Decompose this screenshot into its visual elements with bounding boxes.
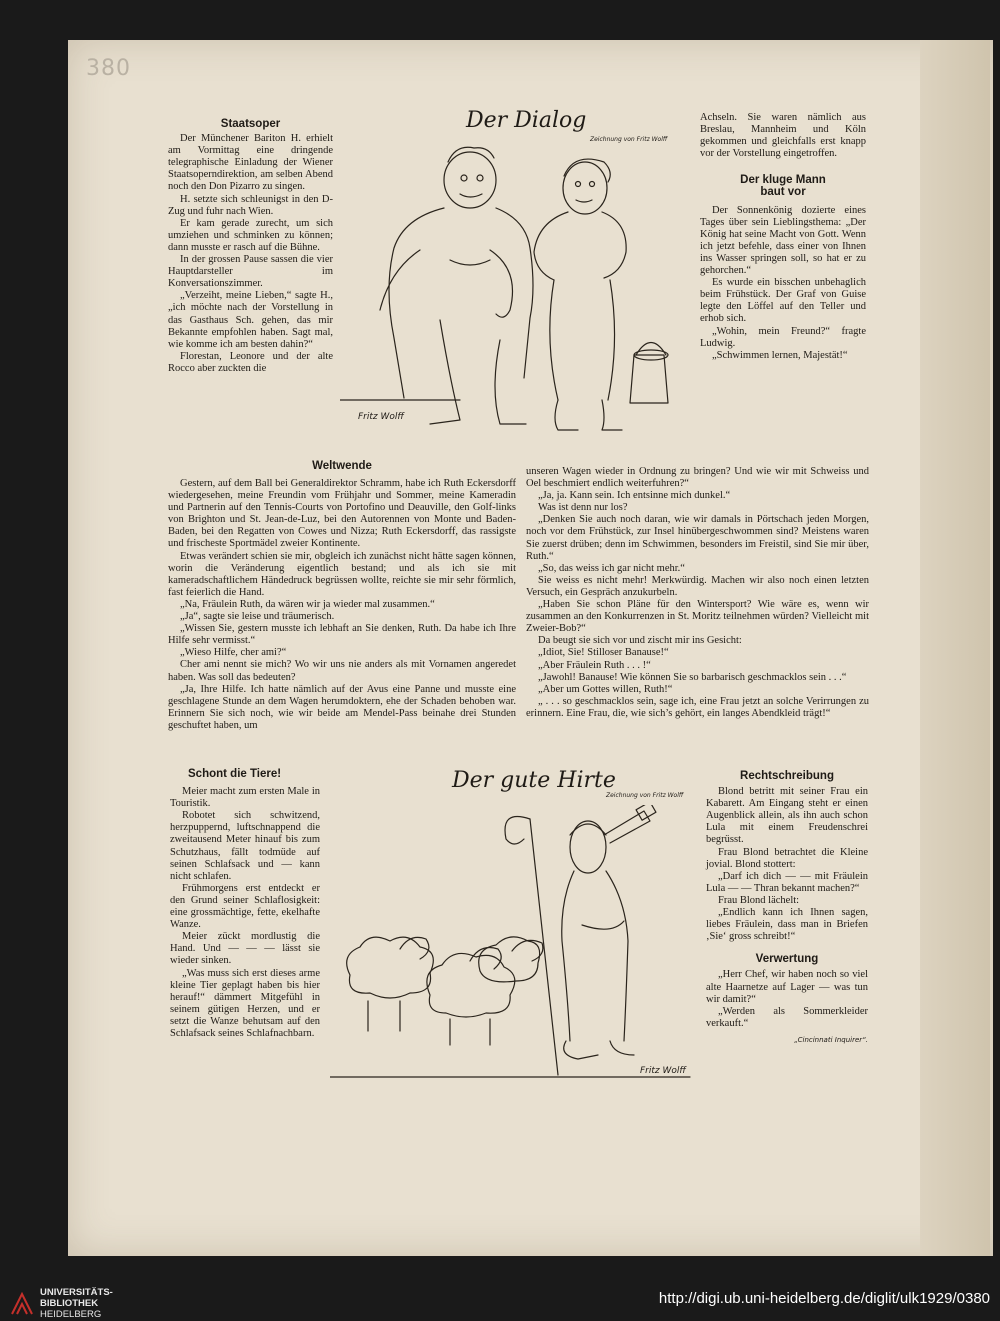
kluge-mann-title-line2: baut vor	[760, 186, 806, 199]
hirte-cartoon-credit: Zeichnung von Fritz Wolff	[606, 792, 684, 799]
weltwende-para: Da beugt sie sich vor und zischt mir ins Gesicht:	[538, 635, 742, 647]
rechtschreibung-para: Frau Blond lächelt:	[718, 894, 800, 906]
library-logo-icon	[10, 1292, 34, 1316]
weltwende-para: „Denken Sie auch noch daran, wie wir damals in Pörtschach jeden Morgen, noch vor dem Frühstück, zur Insel hinübergeschwommen sind? Meistens waren Sie zuerst drüben; denn im Schwimmen, besonders im Freistil, sind Sie mir über, Ruth.“	[526, 514, 869, 562]
verwertung-para: „Herr Chef, wir haben noch so viel alte Haarnetze auf Lager — was tun wir damit?“	[706, 969, 868, 1005]
schont-tiere-para: „Was muss sich erst dieses arme kleine Tier geplagt haben bis hier herauf!“ dämmert Mitgefühl in seinem gütigen Herzen, und er setzt die Wanze behutsam auf den Schlafsack seines Schlafnachbarn.	[170, 967, 320, 1039]
dialog-cartoon-illustration	[340, 140, 690, 450]
weltwende-para: „Idiot, Sie! Stilloser Banause!“	[538, 647, 669, 659]
rechtschreibung-para: „Endlich kann ich Ihnen sagen, liebes Fräulein, dass man in Briefen ‚Sie‘ gross schreibt!“	[706, 907, 868, 943]
schont-tiere-title: Schont die Tiere!	[188, 768, 282, 780]
dialog-cartoon-title: Der Dialog	[466, 108, 587, 133]
weltwende-para: „Aber um Gottes willen, Ruth!“	[538, 683, 673, 695]
verwertung-title: Verwertung	[755, 953, 819, 966]
weltwende-para: „Ja“, sagte sie leise und träumerisch.	[180, 611, 335, 623]
weltwende-para: „Aber Fräulein Ruth . . . !“	[538, 659, 651, 671]
weltwende-para: „Haben Sie schon Pläne für den Wintersport? Wie wäre es, wenn wir zusammen an den Konkurrenzen in St. Moritz teilnehmen würden? Vielleicht mit Zweier-Bob?“	[526, 599, 869, 635]
schont-tiere-para: Meier zückt mordlustig die Hand. Und — — — lässt sie wieder sinken.	[170, 931, 320, 967]
logo-line: BIBLIOTHEK	[40, 1298, 99, 1309]
weltwende-para: „So, das weiss ich gar nicht mehr.“	[538, 562, 685, 574]
weltwende-para: Etwas verändert schien sie mir, obgleich ich zunächst nicht hätte sagen können, worin die Veränderung eigentlich bestand; und als ich sie mit kameradschaftlichem Händedruck begrüssen wollte, reichte sie mir sehr förmlich, fast feierlich die Hand.	[168, 550, 516, 598]
staatsoper-title: Staatsoper	[220, 118, 281, 130]
logo-line: HEIDELBERG	[40, 1309, 102, 1320]
right-top-column	[700, 112, 866, 362]
hirte-cartoon-title: Der gute Hirte	[452, 768, 616, 793]
right-bottom-column	[706, 770, 868, 1046]
weltwende-right-column	[526, 466, 869, 720]
dialog-cartoon-credit: Zeichnung von Fritz Wolff	[590, 136, 668, 143]
hirte-cartoon-illustration	[330, 805, 700, 1085]
weltwende-para: „Ja, Ihre Hilfe. Ich hatte nämlich auf der Avus eine Panne und musste eine geschlagene Stunde an dem Wagen herumdoktern, ehe der Schaden behoben war. Erinnern Sie sich noch, wie wir beide am Mendel-Pass beinahe drei Stunden geschuftet haben, um	[168, 683, 516, 731]
kluge-mann-title-line1: Der kluge Mann	[740, 174, 826, 187]
staatsoper-column	[168, 118, 333, 375]
hirte-cartoon-signature: Fritz Wolff	[640, 1066, 686, 1076]
weltwende-para: „Wieso Hilfe, cher ami?“	[180, 647, 287, 659]
kluge-mann-para: Der Sonnenkönig dozierte eines Tages über sein Lieblingsthema: „Der König hat seine Macht von Gott. Wenn ich jetzt befehle, dass einer von Ihnen ins Wasser springen soll, so hat er zu gehorchen.“	[700, 204, 866, 277]
staatsoper-para: Der Münchener Bariton H. erhielt am Vormittag eine dringende telegraphische Einladung der Wiener Staatsoperndirektion, am selben Abend noch den Don Pizarro zu singen.	[168, 133, 333, 193]
rechtschreibung-para: „Darf ich dich — — mit Fräulein Lula — — Thran bekannt machen?“	[706, 870, 868, 894]
kluge-mann-para: Es wurde ein bisschen unbehaglich beim Frühstück. Der Graf von Guise legte den Löffel auf den Teller und erhob sich.	[700, 277, 866, 325]
schont-tiere-para: Meier macht zum ersten Male in Touristik.	[170, 786, 320, 810]
staatsoper-para: In der grossen Pause sassen die vier Hauptdarsteller im Konversationszimmer.	[168, 254, 333, 290]
verwertung-attribution: „Cincinnati Inquirer“.	[794, 1035, 868, 1044]
rechtschreibung-para: Frau Blond betrachtet die Kleine jovial. Blond stottert:	[706, 846, 868, 870]
weltwende-para: „Na, Fräulein Ruth, da wären wir ja wieder mal zusammen.“	[180, 598, 435, 610]
dialog-cartoon-signature: Fritz Wolff	[358, 412, 404, 422]
staatsoper-para: Er kam gerade zurecht, um sich umziehen und schminken zu können; dann musste er rasch auf die Bühne.	[168, 217, 333, 253]
staatsoper-para: „Verzeiht, meine Lieben,“ sagte H., „ich möchte nach der Vorstellung in das Gasthaus Sch. gehen, das mir Bekannte empfohlen haben. Sagt mal, wie komme ich am besten dahin?“	[168, 290, 333, 350]
schont-tiere-para: Frühmorgens erst entdeckt er den Grund seiner Schlaflosigkeit: eine grossmächtige, fette, ekelhafte Wanze.	[170, 882, 320, 931]
kluge-mann-para: „Wohin, mein Freund?“ fragte Ludwig.	[700, 325, 866, 349]
weltwende-para: Was ist denn nur los?	[538, 502, 628, 514]
staatsoper-para: H. setzte sich schleunigst in den D-Zug und fuhr nach Wien.	[168, 193, 333, 217]
rechtschreibung-para: Blond betritt mit seiner Frau ein Kabarett. Am Eingang steht er einen Augenblick allein, als ihn auch schon Lula mit einem Freudenschrei begrüsst.	[706, 786, 868, 846]
kluge-mann-para: „Schwimmen lernen, Majestät!“	[712, 349, 848, 361]
weltwende-left-column	[168, 478, 516, 732]
verwertung-para: „Werden als Sommerkleider verkauft.“	[706, 1005, 868, 1029]
library-logo-text	[40, 1287, 113, 1320]
weltwende-para: „ . . . so geschmacklos sein, sage ich, eine Frau jetzt an solche Verirrungen zu erinnern. Eine Frau, die, wie sich’s gehört, ein langes Abendkleid trägt!“	[526, 695, 869, 719]
logo-line: UNIVERSITÄTS-	[40, 1287, 113, 1298]
weltwende-para: Sie weiss es nicht mehr! Merkwürdig. Machen wir also noch einen letzten Versuch, ein Gespräch anzukurbeln.	[526, 574, 869, 598]
weltwende-title: Weltwende	[312, 460, 372, 472]
weltwende-para: „Jawohl! Banause! Wie können Sie so barbarisch geschmacklos sein . . .“	[538, 671, 847, 683]
staatsoper-cont-para: Achseln. Sie waren nämlich aus Breslau, Mannheim und Köln gekommen und gleichfalls erst knapp vor der Vorstellung eingetroffen.	[700, 112, 866, 160]
schont-tiere-para: Robotet sich schwitzend, herzpuppernd, luftschnappend die zweitausend Meter hinauf bis zum Schutzhaus, fällt todmüde auf seinen Schlafsack und — kann nicht schlafen.	[170, 810, 320, 882]
weltwende-para: unseren Wagen wieder in Ordnung zu bringen? Und wie wir mit Schweiss und Oel beschmiert endlich weiterfuhren?“	[526, 466, 869, 490]
page-fold-shadow	[920, 40, 990, 1256]
weltwende-para: Cher ami nennt sie mich? Wo wir uns nie anders als mit Vornamen angeredet haben. Was soll das bedeuten?	[168, 659, 516, 683]
source-url[interactable]: http://digi.ub.uni-heidelberg.de/diglit/ulk1929/0380	[658, 1290, 990, 1307]
page-number: 380	[86, 56, 131, 81]
staatsoper-para: Florestan, Leonore und der alte Rocco aber zuckten die	[168, 350, 333, 374]
weltwende-para: Gestern, auf dem Ball bei Generaldirektor Schramm, habe ich Ruth Eckersdorff wiedergesehen, meine Freundin vom Frühjahr und Sommer, meine Kameradin und Partnerin auf den Tennis-Courts von Portofino und Deauville, den Golf-links von Brighton und St. Jean-de-Luz, bei den Autorennen von Monte und Baden-Baden, bei den Regatten von Cowes und Nizza; Ruth Eckersdorff, das rassigste und frischeste Sportmädel zweier Kontinente.	[168, 478, 516, 550]
rechtschreibung-title: Rechtschreibung	[740, 770, 834, 782]
weltwende-para: „Wissen Sie, gestern musste ich lebhaft an Sie denken, Ruth. Da habe ich Ihre Hilfe sehr vermisst.“	[168, 623, 516, 647]
schont-tiere-column	[170, 768, 320, 1040]
weltwende-para: „Ja, ja. Kann sein. Ich entsinne mich dunkel.“	[538, 490, 731, 502]
